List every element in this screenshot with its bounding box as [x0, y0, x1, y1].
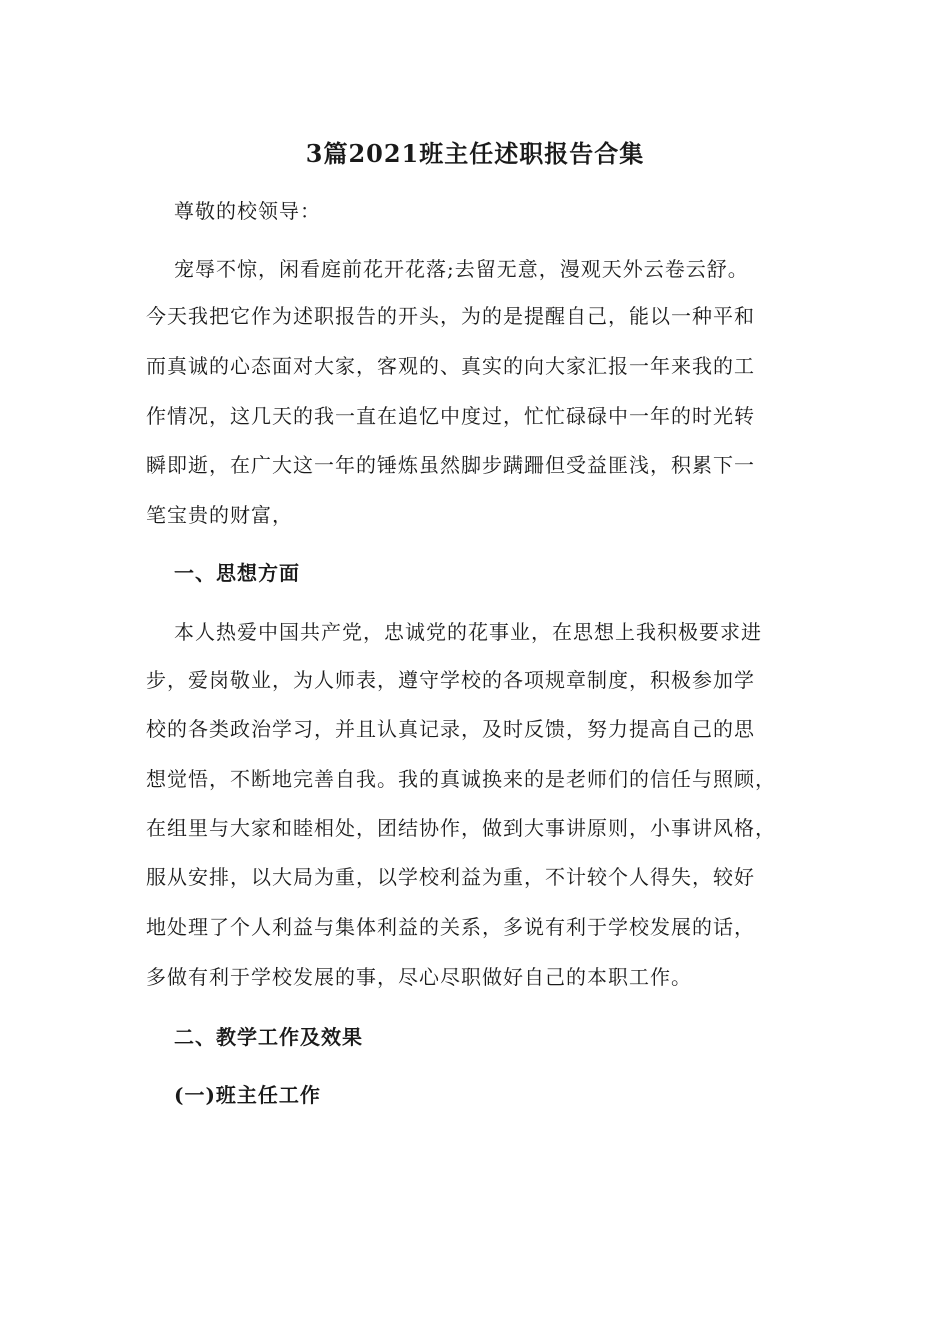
- intro-line: 宠辱不惊，闲看庭前花开花落;去留无意，漫观天外云卷云舒。: [174, 257, 749, 281]
- subsection-heading-head-teacher: (一)班主任工作: [174, 1083, 321, 1107]
- section1-line: 多做有利于学校发展的事，尽心尽职做好自己的本职工作。: [146, 965, 692, 989]
- section1-line: 步，爱岗敬业，为人师表，遵守学校的各项规章制度，积极参加学: [146, 668, 755, 692]
- section1-line: 服从安排，以大局为重，以学校利益为重，不计较个人得失，较好: [146, 865, 755, 889]
- salutation: 尊敬的校领导：: [174, 199, 321, 223]
- section-heading-thought: 一、思想方面: [174, 561, 300, 585]
- section1-line: 地处理了个人利益与集体利益的关系，多说有利于学校发展的话，: [146, 915, 755, 939]
- section1-line: 在组里与大家和睦相处，团结协作，做到大事讲原则，小事讲风格，: [146, 816, 776, 840]
- intro-line: 今天我把它作为述职报告的开头，为的是提醒自己，能以一种平和: [146, 304, 755, 328]
- intro-line: 笔宝贵的财富，: [146, 503, 293, 527]
- intro-line: 瞬即逝，在广大这一年的锤炼虽然脚步蹒跚但受益匪浅，积累下一: [146, 453, 755, 477]
- section1-line: 本人热爱中国共产党，忠诚党的花事业，在思想上我积极要求进: [174, 620, 762, 644]
- section1-line: 想觉悟，不断地完善自我。我的真诚换来的是老师们的信任与照顾，: [146, 767, 776, 791]
- intro-line: 作情况，这几天的我一直在追忆中度过，忙忙碌碌中一年的时光转: [146, 404, 755, 428]
- intro-line: 而真诚的心态面对大家，客观的、真实的向大家汇报一年来我的工: [146, 354, 755, 378]
- document-title: 3篇2021班主任述职报告合集: [305, 139, 645, 168]
- section1-line: 校的各类政治学习，并且认真记录，及时反馈，努力提高自己的思: [146, 717, 755, 741]
- section-heading-teaching: 二、教学工作及效果: [174, 1025, 363, 1049]
